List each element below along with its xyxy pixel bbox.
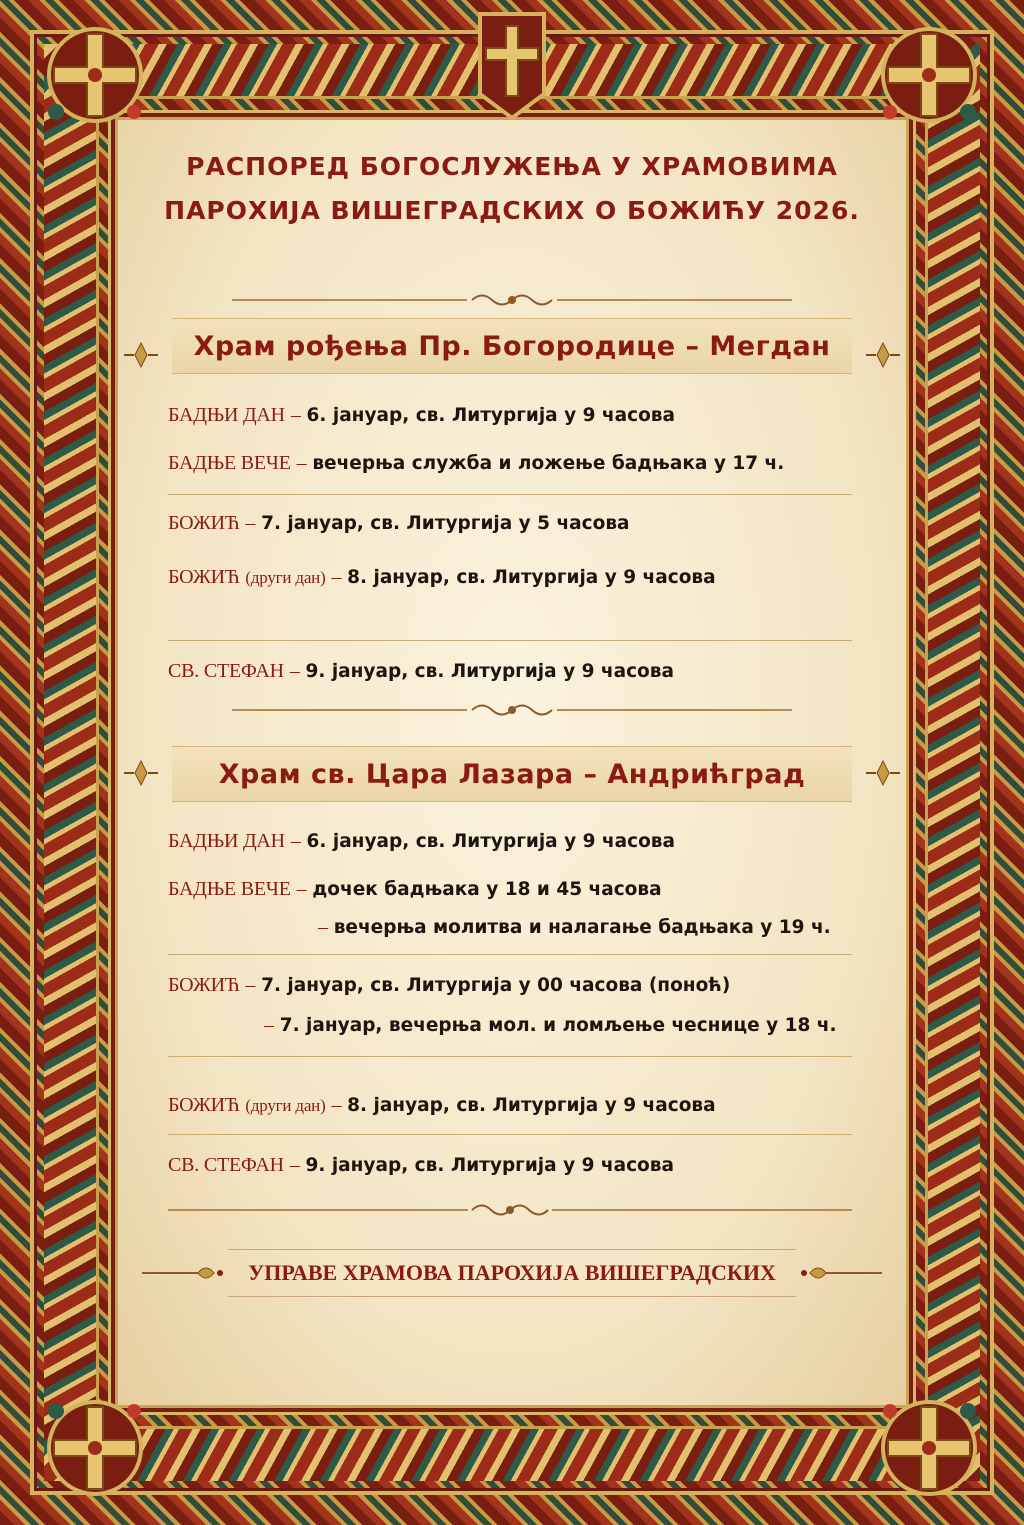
row-dash: – [245,512,256,534]
row-text: 6. јануар, св. Литургија у 9 часова [306,405,675,426]
row-label: БАДЊЕ ВЕЧЕ [168,452,291,474]
page-title [150,145,874,233]
row-label-sub: (други дан) [245,1096,326,1115]
schedule-row-continuation [264,1014,837,1037]
row-dash: – [296,452,307,474]
row-label: БОЖИЋ [168,1094,240,1116]
row-dash: – [331,566,342,588]
row-divider [168,640,852,641]
row-label: БОЖИЋ [168,512,240,534]
orthodox-cross-icon [874,1393,984,1503]
row-text: вечерња служба и ложење бадњака у 17 ч. [312,453,785,474]
row-label: БАДЊИ ДАН [168,404,285,426]
floral-flourish-icon [122,758,160,788]
row-label: СВ. СТЕФАН [168,1154,284,1176]
row-dash: – [289,660,300,682]
top-cross-icon [468,6,556,124]
schedule-row [168,566,716,589]
row-divider [168,494,852,495]
row-dash: – [318,916,328,938]
title-line-2: ПАРОХИЈА ВИШЕГРАДСКИХ О БОЖИЋУ 2026. [164,196,860,225]
row-dash: – [289,1154,300,1176]
row-divider [168,1056,852,1057]
schedule-row [168,452,784,475]
row-dash: – [245,974,256,996]
row-text: 9. јануар, св. Литургија у 9 часова [305,661,674,682]
floral-flourish-icon [864,758,902,788]
floral-flourish-icon [798,1262,882,1284]
row-text: вечерња молитва и налагање бадњака у 19 ч. [333,917,831,938]
row-label: БАДЊИ ДАН [168,830,285,852]
row-text: 7. јануар, вечерња мол. и ломљење чеснице у 18 ч. [279,1015,837,1036]
row-text: 8. јануар, св. Литургија у 9 часова [347,567,716,588]
schedule-row [168,1154,674,1177]
ornament-divider [232,290,792,310]
row-text: 8. јануар, св. Литургија у 9 часова [347,1095,716,1116]
row-label: БАДЊЕ ВЕЧЕ [168,878,291,900]
row-text: 7. јануар, св. Литургија у 5 часова [261,513,630,534]
row-text: 7. јануар, св. Литургија у 00 часова (поноћ) [261,975,731,996]
row-divider [168,954,852,955]
row-label: БОЖИЋ [168,974,240,996]
row-dash: – [296,878,307,900]
schedule-row [168,404,675,427]
floral-flourish-icon [142,1262,226,1284]
row-dash: – [264,1014,274,1036]
ornament-divider [168,1200,852,1220]
title-line-1: РАСПОРЕД БОГОСЛУЖЕЊА У ХРАМОВИМА [186,152,838,181]
row-divider [168,1134,852,1135]
footer-signature: УПРАВЕ ХРАМОВА ПАРОХИЈА ВИШЕГРАДСКИХ [228,1249,796,1297]
schedule-row [168,1094,716,1117]
row-label-sub: (други дан) [245,568,326,587]
schedule-row-continuation [318,916,831,939]
row-dash: – [290,830,301,852]
row-label: СВ. СТЕФАН [168,660,284,682]
schedule-row [168,830,675,853]
orthodox-cross-icon [40,1393,150,1503]
row-text: 9. јануар, св. Литургија у 9 часова [305,1155,674,1176]
ornament-divider [232,700,792,720]
schedule-row [168,660,674,683]
schedule-row [168,878,662,901]
row-dash: – [290,404,301,426]
orthodox-cross-icon [40,20,150,130]
row-text: 6. јануар, св. Литургија у 9 часова [306,831,675,852]
orthodox-cross-icon [874,20,984,130]
schedule-row [168,974,730,997]
floral-flourish-icon [864,340,902,370]
section-heading-andricgrad: Храм св. Цара Лазара – Андрићград [172,746,852,802]
row-label: БОЖИЋ [168,566,240,588]
row-text: дочек бадњака у 18 и 45 часова [312,879,662,900]
section-heading-megdan: Храм рођења Пр. Богородице – Мегдан [172,318,852,374]
schedule-row [168,512,630,535]
row-dash: – [331,1094,342,1116]
floral-flourish-icon [122,340,160,370]
